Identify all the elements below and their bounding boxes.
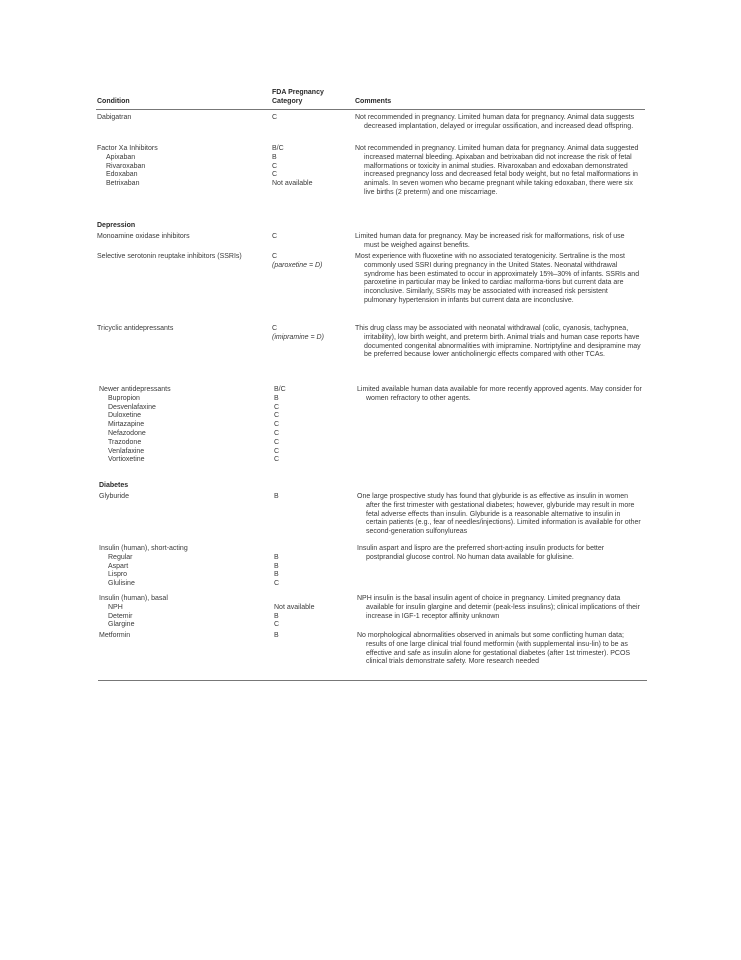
- category-value: Not available: [274, 603, 315, 611]
- category-value: Not available: [272, 180, 313, 188]
- category-value: C: [274, 447, 280, 455]
- drug-name: Rivaroxaban: [106, 162, 146, 170]
- condition-cell: [97, 253, 267, 262]
- comment-cell: [357, 595, 643, 621]
- category-cell: [274, 493, 354, 502]
- comment-cell: [355, 114, 641, 132]
- condition-name: Monoamine oxidase inhibitors: [97, 233, 190, 240]
- drug-name: Nefazodone: [108, 429, 146, 437]
- drug-name: Detemir: [108, 612, 133, 620]
- category-value: C: [274, 621, 280, 629]
- header-category-line-2: Category: [272, 97, 303, 105]
- category-value: C: [272, 253, 278, 260]
- category-value: B: [274, 612, 279, 620]
- category-value: C: [272, 162, 278, 170]
- comment-cell: [357, 386, 643, 404]
- category-value: C: [274, 438, 280, 446]
- header-category-line-1: FDA Pregnancy: [272, 89, 324, 96]
- comment-text: NPH insulin is the basal insulin agent of choice in pregnancy. Limited pregnancy data available for insulin glargine and detemir (peak-less insulins); clinical implications of their increase in IGF-1 receptor affinity unknown: [357, 595, 640, 620]
- condition-cell: [97, 114, 267, 123]
- table-bottom-rule: [98, 680, 647, 681]
- category-value: C: [274, 429, 280, 437]
- drug-name: Regular: [108, 553, 133, 561]
- condition-cell: [99, 545, 269, 589]
- category-value: B/C: [274, 386, 286, 393]
- comment-text: No morphological abnormalities observed in animals but some conflicting human data; results of one large clinical trial found metformin (with supplemental insu-lin) to be as effective and safe as insulin alone for gestational diabetes (after 1st trimester). PCOS clinical trials demonstrate safety. More research needed: [357, 632, 631, 666]
- header-comments: Comments: [355, 98, 392, 105]
- category-cell: [272, 145, 352, 189]
- condition-name: Dabigatran: [97, 114, 132, 121]
- category-note-text: (imipramine = D): [272, 333, 324, 341]
- category-cell: [272, 233, 352, 242]
- category-value: B: [272, 153, 277, 161]
- drug-name: Lispro: [108, 571, 128, 579]
- comment-text: Limited human data for pregnancy. May be increased risk for malformations, risk of use must be weighed against benefits.: [355, 233, 625, 249]
- condition-cell: [99, 493, 269, 502]
- category-cell: [274, 632, 354, 641]
- section-heading-depression: Depression: [97, 222, 136, 229]
- category-cell: [274, 386, 354, 465]
- drug-name: Glulisine: [108, 580, 135, 588]
- drug-name: Trazodone: [108, 438, 142, 446]
- category-value: C: [274, 421, 280, 429]
- category-cell: [272, 114, 352, 123]
- drug-name: Aspart: [108, 562, 129, 570]
- header-category: [272, 89, 324, 106]
- category-value: [274, 595, 354, 604]
- condition-cell: [97, 233, 267, 242]
- header-condition: Condition: [97, 98, 130, 105]
- category-cell: [274, 595, 354, 630]
- drug-name: Glargine: [108, 621, 135, 629]
- drug-name: NPH: [108, 603, 123, 611]
- condition-name: Insulin (human), short-acting: [99, 545, 188, 552]
- drug-name: Duloxetine: [108, 412, 142, 420]
- condition-name: Glyburide: [99, 493, 129, 500]
- category-value: [274, 545, 354, 554]
- condition-name: Newer antidepressants: [99, 386, 171, 393]
- condition-cell: [97, 325, 267, 334]
- drug-name: Mirtazapine: [108, 421, 145, 429]
- category-value: B/C: [272, 145, 284, 152]
- category-value: C: [274, 580, 280, 588]
- comment-cell: [357, 493, 643, 537]
- category-value: C: [272, 233, 278, 240]
- comment-cell: [355, 233, 641, 251]
- category-value: C: [274, 412, 280, 420]
- comment-cell: [357, 545, 643, 563]
- comment-text: This drug class may be associated with neonatal withdrawal (colic, cyanosis, tachypnea, irritability), low birth weight, and preterm birth. Animal trials and human case reports have documented congenital abnormalities with imipramine. Nortriptyline and desipramine may be preferred because lower anticholinergic effects compared with other TCAs.: [355, 325, 641, 359]
- category-value: B: [274, 571, 279, 579]
- category-value: C: [274, 456, 280, 464]
- category-value: B: [274, 632, 279, 639]
- category-value: C: [272, 114, 278, 121]
- comment-cell: [355, 145, 641, 198]
- drug-name: Desvenlafaxine: [108, 403, 156, 411]
- condition-cell: [99, 386, 269, 465]
- condition-cell: [99, 595, 269, 630]
- comment-text: One large prospective study has found that glyburide is as effective as insulin in women after the first trimester with gestational diabetes; however, glyburide may result in more fetal adverse effects than insulin. Glyburide is a reasonable alternative to insulin in certain patients (e.g., fear of needles/injections). Limited information is available for other second-generation sulfonylureas: [357, 493, 641, 536]
- category-value: B: [274, 394, 279, 402]
- comment-cell: [355, 325, 641, 360]
- condition-name: Tricyclic antidepressants: [97, 325, 174, 332]
- comment-cell: [355, 253, 641, 306]
- comment-text: Not recommended in pregnancy. Limited human data for pregnancy. Animal data suggests decreased implantation, delayed or irregular ossification, and increased dead offspring.: [355, 114, 635, 130]
- category-value: B: [274, 562, 279, 570]
- condition-name: Insulin (human), basal: [99, 595, 168, 602]
- comment-text: Insulin aspart and lispro are the preferred short-acting insulin products for better postprandial glucose control. No human data available for glulisine.: [357, 545, 605, 561]
- category-note: [272, 334, 352, 343]
- comment-text: Most experience with fluoxetine with no associated teratogenicity. Sertraline is the most commonly used SSRI during pregnancy in the United States. Neonatal withdrawal syndrome has been estimated to occur in approximately 15%–30% of infants. SSRIs and paroxetine in particular may be linked to cardiac malforma-tions but current data are inconclusive. Similarly, SSRIs may be associated with increased risk persistent pulmonary hypertension in infants but current data are inconclusive.: [355, 253, 640, 304]
- drug-name: Betrixaban: [106, 180, 140, 188]
- condition-name: Metformin: [99, 632, 131, 639]
- category-note: [272, 262, 352, 271]
- category-value: C: [272, 171, 278, 179]
- condition-name: Selective serotonin reuptake inhibitors (SSRIs): [97, 253, 242, 260]
- drug-name: Bupropion: [108, 394, 140, 402]
- category-cell: [272, 253, 352, 271]
- drug-name: Vortioxetine: [108, 456, 145, 464]
- drug-name: Apixaban: [106, 153, 136, 161]
- category-value: C: [272, 325, 278, 332]
- condition-cell: [97, 145, 267, 189]
- section-heading-diabetes: Diabetes: [99, 482, 129, 489]
- category-note-text: (paroxetine = D): [272, 261, 323, 269]
- comment-text: Limited available human data available for more recently approved agents. May consider for women refractory to other agents.: [357, 386, 642, 402]
- header-rule: [96, 109, 645, 110]
- category-cell: [272, 325, 352, 343]
- comment-text: Not recommended in pregnancy. Limited human data for pregnancy. Animal data suggested increased maternal bleeding. Apixaban and betrixaban did not increase the risk of fetal malformations or toxicity in animal studies. Rivaroxaban and edoxaban demonstrated increased pregnancy loss and decreased fetal body weight, but no fetal malformations in animals. In seven women who became pregnant while taking edoxaban, there were six live births (2 preterm) and one miscarriage.: [355, 145, 639, 196]
- category-cell: [274, 545, 354, 589]
- condition-cell: [99, 632, 269, 641]
- category-value: C: [274, 403, 280, 411]
- category-value: B: [274, 553, 279, 561]
- category-value: B: [274, 493, 279, 500]
- drug-name: Edoxaban: [106, 171, 138, 179]
- condition-name: Factor Xa Inhibitors: [97, 145, 158, 152]
- drug-name: Venlafaxine: [108, 447, 145, 455]
- comment-cell: [357, 632, 643, 667]
